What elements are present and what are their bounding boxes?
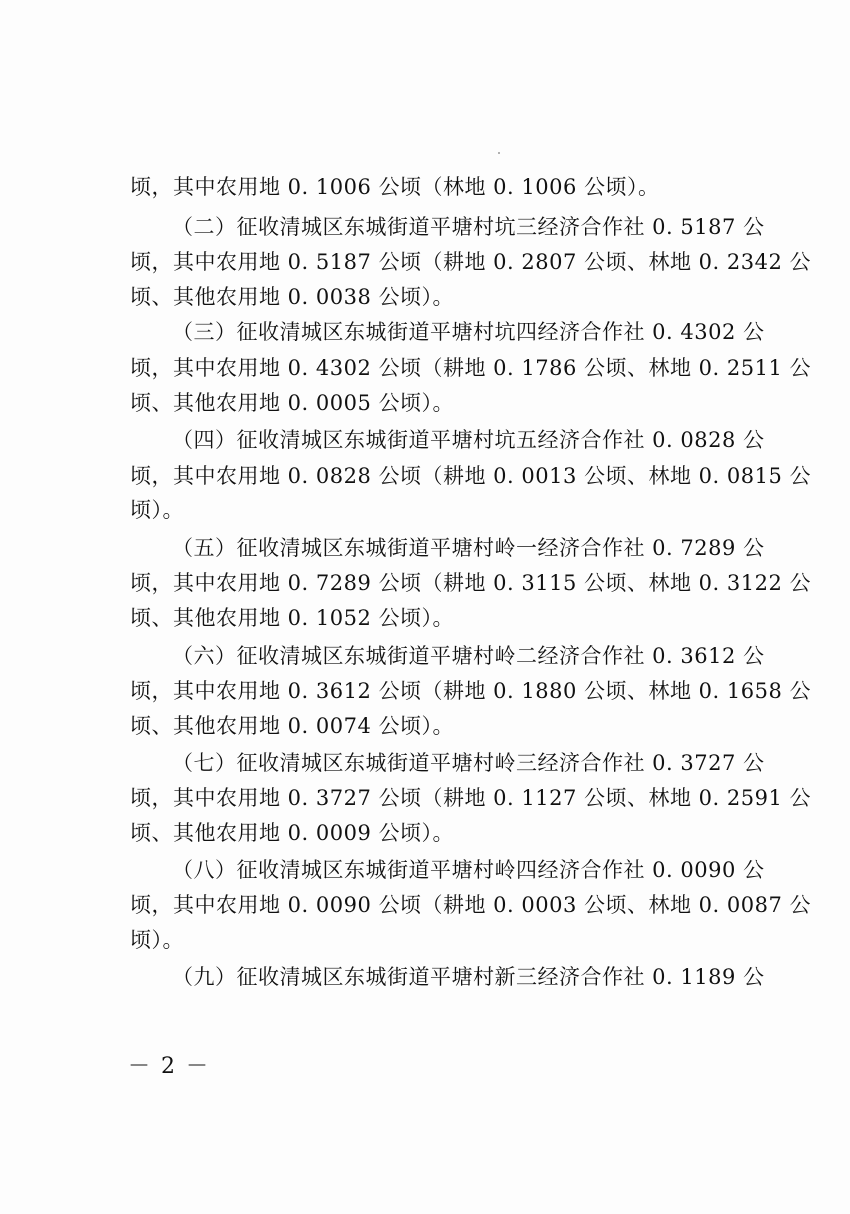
text-line: （四）征收清城区东城街道平塘村坑五经济合作社 0. 0828 公 [172, 428, 765, 452]
text-line: 顷）。 [130, 498, 184, 522]
text-line: （六）征收清城区东城街道平塘村岭二经济合作社 0. 3612 公 [172, 644, 765, 668]
text-line: （三）征收清城区东城街道平塘村坑四经济合作社 0. 4302 公 [172, 320, 765, 344]
text-line: （八）征收清城区东城街道平塘村岭四经济合作社 0. 0090 公 [172, 858, 765, 882]
text-line: 顷、其他农用地 0. 0038 公顷）。 [130, 285, 455, 309]
text-line: （五）征收清城区东城街道平塘村岭一经济合作社 0. 7289 公 [172, 536, 765, 560]
text-line: 顷，其中农用地 0. 3727 公顷（耕地 0. 1127 公顷、林地 0. 2591 公 [130, 786, 812, 810]
text-line: （二）征收清城区东城街道平塘村坑三经济合作社 0. 5187 公 [172, 215, 765, 239]
text-line: 顷，其中农用地 0. 5187 公顷（耕地 0. 2807 公顷、林地 0. 2342 公 [130, 250, 812, 274]
text-line: 顷，其中农用地 0. 1006 公顷（林地 0. 1006 公顷）。 [130, 175, 660, 199]
text-line: 顷）。 [130, 928, 184, 952]
scan-speck [498, 152, 500, 154]
text-line: 顷、其他农用地 0. 0005 公顷）。 [130, 391, 455, 415]
text-line: 顷、其他农用地 0. 0009 公顷）。 [130, 821, 455, 845]
text-line: 顷，其中农用地 0. 4302 公顷（耕地 0. 1786 公顷、林地 0. 2511 公 [130, 356, 812, 380]
text-line: 顷，其中农用地 0. 0828 公顷（耕地 0. 0013 公顷、林地 0. 0815 公 [130, 464, 812, 488]
text-line: 顷、其他农用地 0. 0074 公顷）。 [130, 714, 455, 738]
text-line: （九）征收清城区东城街道平塘村新三经济合作社 0. 1189 公 [172, 965, 765, 989]
text-line: （七）征收清城区东城街道平塘村岭三经济合作社 0. 3727 公 [172, 751, 765, 775]
text-line: 顷，其中农用地 0. 0090 公顷（耕地 0. 0003 公顷、林地 0. 0087 公 [130, 893, 812, 917]
text-line: 顷，其中农用地 0. 3612 公顷（耕地 0. 1880 公顷、林地 0. 1658 公 [130, 679, 812, 703]
page-number: － 2 － [128, 1054, 210, 1079]
text-line: 顷，其中农用地 0. 7289 公顷（耕地 0. 3115 公顷、林地 0. 3122 公 [130, 571, 812, 595]
text-line: 顷、其他农用地 0. 1052 公顷）。 [130, 606, 455, 630]
